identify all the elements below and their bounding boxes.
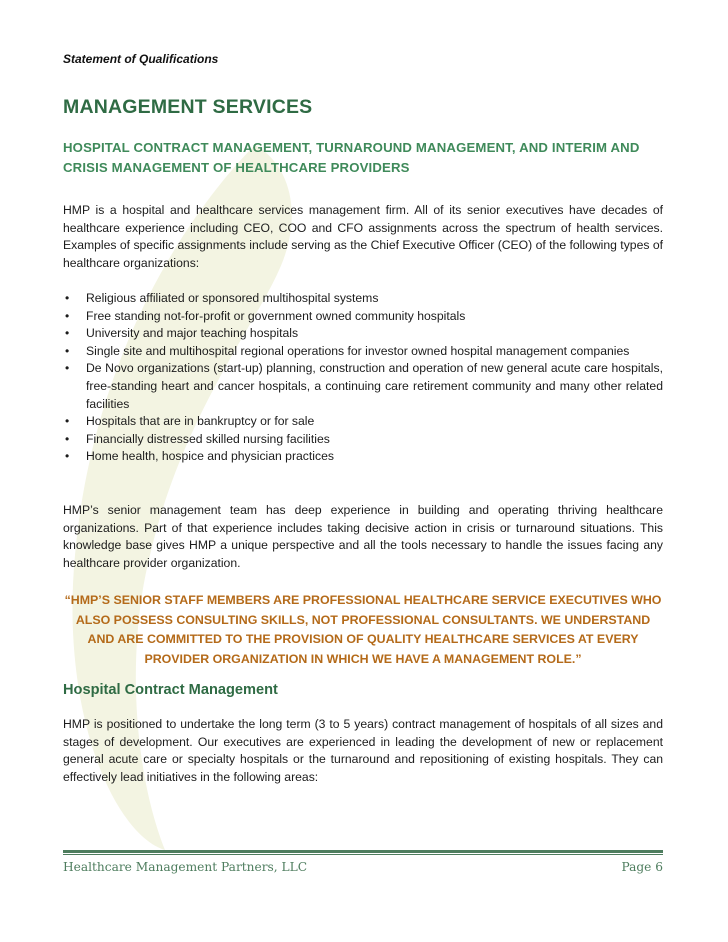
organization-types-list — [63, 290, 663, 466]
list-item: • Religious affiliated or sponsored multihospital systems — [63, 290, 663, 308]
footer-divider-thin — [63, 854, 663, 855]
list-item: • Hospitals that are in bankruptcy or for sale — [63, 413, 663, 431]
bullet-icon: • — [65, 308, 70, 323]
page-subtitle: HOSPITAL CONTRACT MANAGEMENT, TURNAROUND MANAGEMENT, AND INTERIM AND CRISIS MANAGEMENT OF HEALTHCARE PROVIDERS — [63, 140, 640, 175]
experience-paragraph: HMP’s senior management team has deep experience in building and operating thriving healthcare organizations. Part of that experience includes taking decisive action in crisis or turnaround situations. This knowledge base gives HMP a unique perspective and all the tools necessary to handle the issues facing any healthcare provider organization. — [63, 503, 663, 570]
running-header-title: Statement of Qualifications — [63, 52, 219, 66]
list-item: • Financially distressed skilled nursing facilities — [63, 431, 663, 449]
page-number: Page 6 — [621, 860, 663, 874]
bullet-icon: • — [65, 343, 70, 358]
bullet-icon: • — [65, 326, 70, 341]
list-item: • Single site and multihospital regional operations for investor owned hospital management companies — [63, 343, 663, 361]
bullet-icon: • — [65, 361, 70, 376]
footer-company: Healthcare Management Partners, LLC — [63, 860, 308, 874]
section-heading: Hospital Contract Management — [63, 682, 278, 698]
footer-divider — [63, 850, 663, 853]
list-item: • University and major teaching hospitals — [63, 325, 663, 343]
bullet-icon: • — [65, 414, 70, 429]
bullet-icon: • — [65, 449, 70, 464]
list-item: • Home health, hospice and physician practices — [63, 448, 663, 466]
pull-quote: “HMP’S SENIOR STAFF MEMBERS ARE PROFESSIONAL HEALTHCARE SERVICE EXECUTIVES WHO ALSO POSSESS CONSULTING SKILLS, NOT PROFESSIONAL CONSULTANTS. WE UNDERSTAND AND ARE COMMITTED TO THE PROVISION OF QUALITY HEALTHCARE SERVICES AT EVERY PROVIDER ORGANIZATION IN WHICH WE HAVE A MANAGEMENT ROLE.” — [64, 593, 662, 666]
intro-paragraph: HMP is a hospital and healthcare services management firm. All of its senior executives have decades of healthcare experience including CEO, COO and CFO assignments across the spectrum of health services. Examples of specific assignments include serving as the Chief Executive Officer (CEO) of the following types of healthcare organizations: — [63, 203, 663, 270]
list-item: • De Novo organizations (start-up) planning, construction and operation of new general acute care hospitals, free-standing heart and cancer hospitals, a continuing care retirement community and many other related facilities — [65, 361, 663, 411]
bullet-icon: • — [65, 431, 70, 446]
bullet-icon: • — [65, 291, 70, 305]
page-title: MANAGEMENT SERVICES — [63, 96, 313, 118]
section-paragraph: HMP is positioned to undertake the long term (3 to 5 years) contract management of hospitals of all sizes and stages of development. Our executives are experienced in leading the development of new or replacement general acute care or specialty hospitals or the turnaround and repositioning of existing hospitals. They can effectively lead initiatives in the following areas: — [63, 717, 663, 784]
list-item: • Free standing not-for-profit or government owned community hospitals — [63, 308, 663, 326]
